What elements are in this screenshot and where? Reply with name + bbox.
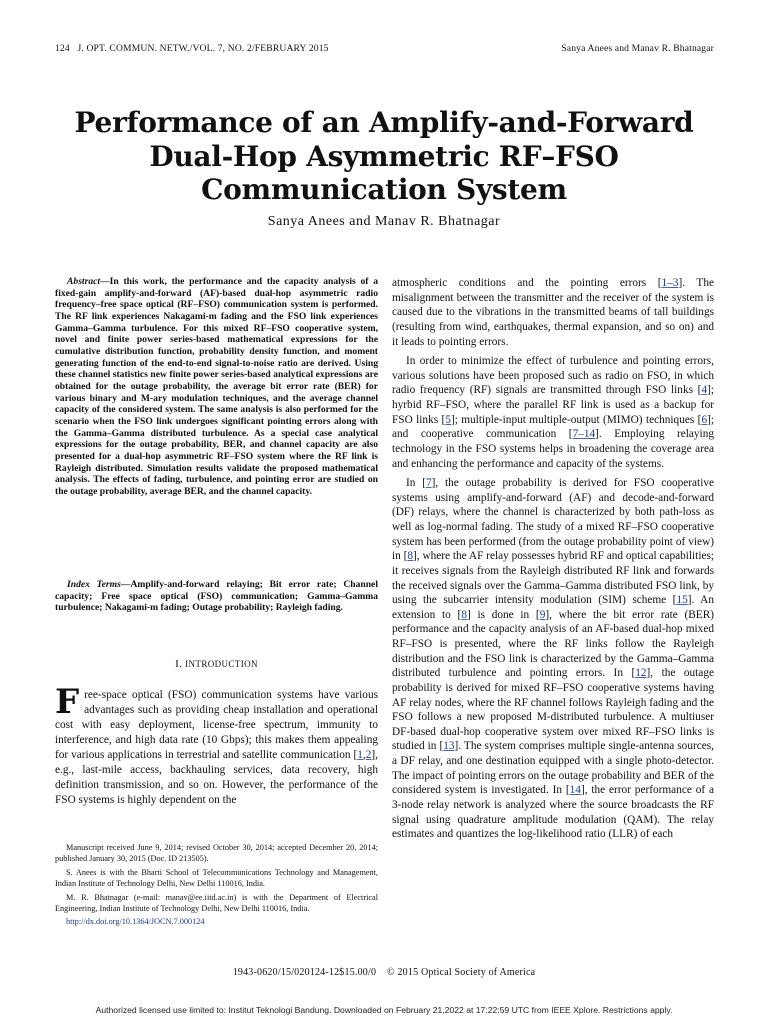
citation-separator: , <box>362 749 366 762</box>
abstract-text: —In this work, the performance and the capacity analysis of a fixed-gain amplify-and-forward (AF)-based dual-hop asymmetric radio frequency–free space optical (RF–FSO) communication system is performed. The RF link experiences Nakagami-m fading and the FSO link experiences Gamma–Gamma turbulence. For this mixed RF–FSO cooperative system, novel and finite power series-based mathematical expressions for the cumulative distribution function, probability density function, and moment generating function of the end-to-end signal-to-noise ratio are derived. Using these channel statistics new finite power series-based analytical expressions are obtained for the outage probability, the average bit error rate (BER) for various binary and M-ary modulation techniques, and the average channel capacity of the considered system. The same analysis is also performed for the scenario when the FSO link undergoes significant pointing errors along with the Gamma–Gamma distributed turbulence. As a special case analytical expressions for the outage probability, BER, and channel capacity are also presented for a dual-hop asymmetric RF–FSO system where the RF link is Rayleigh distributed. Simulation results validate the proposed mathematical analysis. The effects of fading, turbulence, and pointing error are studied on the outage probability, average BER, and the channel capacity. <box>55 276 378 497</box>
citation-link[interactable]: 1 <box>357 749 363 762</box>
introduction-paragraph <box>55 682 378 808</box>
text: ]; hyrbid RF–FSO, where the parallel RF link is used as a backup for FSO links [ <box>392 384 714 426</box>
doi-link[interactable]: http://dx.doi.org/10.1364/JOCN.7.000124 <box>66 917 205 927</box>
section-number: I. <box>175 658 183 670</box>
license-notice: Authorized licensed use limited to: Institut Teknologi Bandung. Downloaded on February 21,2022 at 17:22:59 UTC from IEEE Xplore. Restrictions apply. <box>95 1005 673 1015</box>
text: ]. Employing relaying technology in the FSO systems helps in broadening the coverage area and enhancing the performance and capacity of the systems. <box>392 428 714 470</box>
citation-link[interactable]: 14 <box>569 784 581 797</box>
journal-info: 124 J. OPT. COMMUN. NETW./VOL. 7, NO. 2/FEBRUARY 2015 <box>55 43 329 54</box>
citation-link[interactable]: 4 <box>701 384 708 397</box>
footnote-received: Manuscript received June 9, 2014; revised October 30, 2014; accepted December 20, 2014; published January 30, 2015 (Doc. ID 213505). <box>55 843 378 863</box>
text: ], the outage probability is derived for mixed RF–FSO cooperative systems having AF relay nodes, where the RF channel follows Rayleigh fading and the FSO follows a new proposed M-distributed turbulence. A multiuser DF-based dual-hop cooperative system over mixed RF–FSO links is studied in [ <box>392 667 714 753</box>
text: ]. The misalignment between the transmitter and the receiver of the system is caused due to the vibrations in the transmitted beams of tall buildings (resulting from wind, earthquakes, thermal expansion, and so on) and it leads to pointing errors. <box>392 277 714 348</box>
footnotes <box>55 843 378 931</box>
paragraph <box>392 354 714 471</box>
header-authors: Sanya Anees and Manav R. Bhatnagar <box>561 43 714 54</box>
text: ], where the bit error rate (BER) performance and the capacity analysis of an AF-based dual-hop mixed RF–FSO is presented, where the RF links follow the Rayleigh distribution and the FSO link is characterized by the Gamma–Gamma distributed turbulence and pointing errors. In [ <box>392 608 714 680</box>
paper-title <box>60 106 708 207</box>
copyright-line: 1943-0620/15/020124-12$15.00/0 © 2015 Optical Society of America <box>232 967 536 978</box>
footnote-author-1: S. Anees is with the Bharti School of Telecommunications Technology and Management, Indian Institute of Technology Delhi, New Delhi 110016, India. <box>55 867 378 888</box>
text: ], the error performance of a 3-node relay network is analyzed where the source broadcasts the RF signal using quadrature amplitude modulation (QAM). The relay estimates and quantizes the log-likelihood ratio (LLR) of each <box>392 784 714 841</box>
citation-link[interactable]: 5 <box>445 413 451 426</box>
citation-link[interactable]: 9 <box>539 608 546 621</box>
text: ], the outage probability is derived for FSO cooperative systems using amplify-and-forward (AF) and decode-and-forward (DF) relays, where the channel is characterized by both path-loss as well as log-normal fading. The study of a mixed RF–FSO cooperative system has been performed (from the outage probability point of view) in [ <box>392 477 714 563</box>
text: atmospheric conditions and the pointing errors [ <box>392 277 662 289</box>
title-line-1: Performance of an Amplify-and-Forward <box>74 106 694 139</box>
citation-link[interactable]: 15 <box>676 594 688 607</box>
citation-link[interactable]: 7 <box>425 477 432 490</box>
citation-link[interactable]: 12 <box>635 667 647 680</box>
text: In [ <box>406 477 426 490</box>
text: ] is done in [ <box>466 608 540 621</box>
citation-link[interactable]: 8 <box>461 608 467 621</box>
index-terms-label: Index Terms <box>67 579 121 590</box>
index-terms-text: —Amplify-and-forward relaying; Bit error rate; Channel capacity; Free space optical (FSO) communication; Gamma–Gamma turbulence; Nakagami-m fading; Outage probability; Rayleigh fading. <box>55 579 378 614</box>
paragraph <box>392 476 714 842</box>
citation-link[interactable]: 1–3 <box>661 277 679 289</box>
paragraph <box>392 276 714 349</box>
text: In order to minimize the effect of turbulence and pointing errors, various solutions have been proposed such as radio on FSO, in which radio frequency (RF) signals are transmitted through FSO links [ <box>392 355 714 397</box>
citation-link[interactable]: 13 <box>443 740 455 753</box>
paper-authors: Sanya Anees and Manav R. Bhatnagar <box>267 214 501 229</box>
intro-text: ], e.g., last-mile access, backhauling services, data recovery, high definition transmission, and so on. However, the performance of the FSO systems is highly dependent on the <box>55 749 378 807</box>
title-line-2: Dual-Hop Asymmetric RF–FSO <box>149 139 619 173</box>
running-header <box>55 43 714 54</box>
text: ]. The system comprises multiple single-antenna sources, a DF relay, and one destination equipped with a single photo-detector. The impact of pointing errors on the outage probability and BER of the considered system is investigated. In [ <box>392 740 714 797</box>
citation-link[interactable]: 8 <box>407 550 414 563</box>
text: ]. An extension to [ <box>392 594 714 621</box>
citation-link[interactable]: 6 <box>701 413 708 426</box>
section-heading-introduction <box>55 658 378 670</box>
citation-link[interactable]: 7–14 <box>572 428 596 441</box>
drop-cap: F <box>55 682 80 722</box>
title-line-3: Communication System <box>201 173 567 206</box>
abstract <box>55 276 378 497</box>
citation-link[interactable]: 2 <box>365 749 372 762</box>
abstract-label: Abstract <box>67 276 101 287</box>
text: ]; and cooperative communication [ <box>392 413 714 441</box>
footnote-author-2: M. R. Bhatnagar (e-mail: manav@ee.iitd.ac.in) is with the Department of Electrical Engineering, Indian Institute of Technology Delhi, New Delhi 110016, India. <box>55 892 378 913</box>
index-terms <box>55 579 378 614</box>
intro-text: ree-space optical (FSO) communication systems have various advantages such as providing cheap installation and operational cost with easy deployment, license-free spectrum, immunity to interference, and high data rate (10 Gbps); this makes them appealing for various applications in terrestrial and satellite communication [ <box>55 689 378 762</box>
text: ]; multiple-input multiple-output (MIMO) techniques [ <box>450 413 702 426</box>
right-column-text <box>392 276 714 847</box>
text: ], where the AF relay possesses hybrid RF and optical capabilities; it receives signals from the Rayleigh distributed RF link and forwards the received signals over the Gamma–Gamma distributed FSO link, by using the subcarrier intensity modulation (SIM) scheme [ <box>392 550 715 607</box>
section-title: INTRODUCTION <box>185 659 258 669</box>
